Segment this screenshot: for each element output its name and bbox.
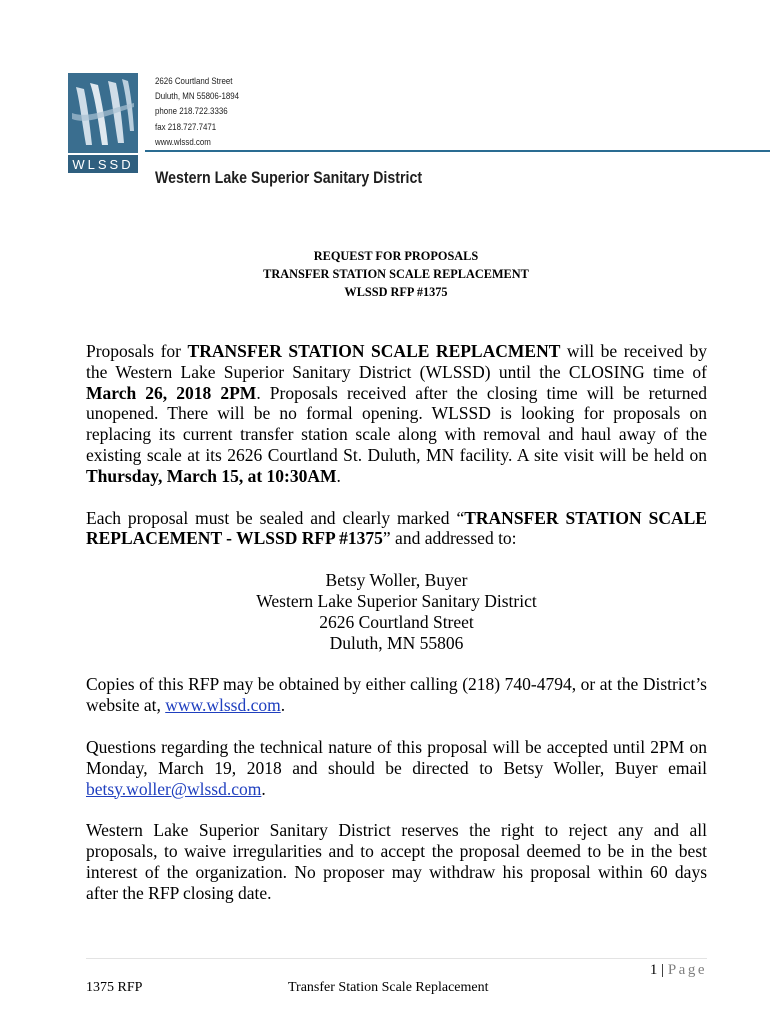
p2-text-2: ” and addressed to: bbox=[382, 528, 517, 549]
paragraph-marking bbox=[86, 508, 707, 550]
title-line-3: WLSSD RFP #1375 bbox=[344, 285, 448, 299]
p1-text-2: will be received by the Western Lake Superior Sanitary District (WLSSD) until the CLOSING time of bbox=[86, 341, 707, 382]
recipient-org: Western Lake Superior Sanitary District bbox=[256, 590, 537, 611]
page-number bbox=[650, 962, 707, 979]
address-city: Duluth, MN 55806-1894 bbox=[155, 91, 240, 102]
address-fax: fax 218.727.7471 bbox=[155, 121, 217, 132]
footer-rule bbox=[86, 958, 707, 959]
address-street: 2626 Courtland Street bbox=[155, 76, 233, 86]
p2-bold-marking: TRANSFER STATION SCALE REPLACEMENT - WLSSD RFP #1375 bbox=[86, 507, 707, 549]
document-title bbox=[86, 247, 706, 301]
p1-bold-site-visit: Thursday, March 15, at 10:30AM bbox=[86, 465, 337, 486]
title-line-1: REQUEST FOR PROPOSALS bbox=[313, 249, 479, 263]
document-body bbox=[86, 341, 707, 904]
p4-text-2: . bbox=[261, 778, 266, 799]
p1-bold-closing: March 26, 2018 2PM bbox=[86, 382, 257, 403]
recipient-street: 2626 Courtland Street bbox=[319, 611, 474, 632]
recipient-name: Betsy Woller, Buyer bbox=[325, 570, 468, 591]
paragraph-reservation: Western Lake Superior Sanitary District reserves the right to reject any and all proposals, to waive irregularities and to accept the proposal deemed to be in the best interest of the organization. No proposer may withdraw his proposal within 60 days after the RFP closing date. bbox=[86, 820, 707, 903]
p3-text-1: Copies of this RFP may be obtained by either calling (218) 740-4794, or at the District’s website at, bbox=[86, 674, 707, 716]
page-separator: | bbox=[657, 962, 668, 978]
website-link[interactable]: www.wlssd.com bbox=[165, 695, 281, 716]
header-rule bbox=[145, 150, 770, 152]
page-word: Page bbox=[667, 962, 707, 978]
wlssd-logo bbox=[68, 73, 138, 173]
p4-text-1: Questions regarding the technical nature of this proposal will be accepted until 2PM on Monday, March 19, 2018 and should be directed to Betsy Woller, Buyer email bbox=[86, 736, 707, 778]
p1-text-1: Proposals for bbox=[86, 341, 188, 361]
recipient-address bbox=[86, 570, 707, 653]
address-phone: phone 218.722.3336 bbox=[155, 106, 228, 117]
logo-text: WLSSD bbox=[72, 157, 134, 172]
recipient-city: Duluth, MN 55806 bbox=[329, 632, 464, 653]
paragraph-copies bbox=[86, 674, 707, 716]
email-link[interactable]: betsy.woller@wlssd.com bbox=[86, 778, 262, 799]
page-number-value: 1 bbox=[649, 962, 658, 978]
footer-left: 1375 RFP bbox=[86, 980, 143, 995]
footer-center: Transfer Station Scale Replacement bbox=[288, 980, 489, 995]
p1-text-3: . Proposals received after the closing time will be returned unopened. There will be no formal opening. WLSSD is looking for proposals on replacing its current transfer station scale along with removal and haul away of the existing scale at its 2626 Courtland St. Duluth, MN facility. A site visit will be held on bbox=[86, 382, 707, 465]
org-name: Western Lake Superior Sanitary District bbox=[155, 169, 423, 187]
p3-text-2: . bbox=[280, 695, 286, 716]
address-website: www.wlssd.com bbox=[155, 136, 211, 147]
p1-text-4: . bbox=[336, 465, 341, 486]
p2-text-1: Each proposal must be sealed and clearly marked “ bbox=[86, 507, 465, 528]
paragraph-proposals bbox=[86, 341, 707, 487]
p1-bold-project: TRANSFER STATION SCALE REPLACMENT bbox=[187, 341, 561, 361]
header-address bbox=[155, 74, 239, 150]
paragraph-questions bbox=[86, 737, 707, 799]
title-line-2: TRANSFER STATION SCALE REPLACEMENT bbox=[263, 267, 529, 281]
